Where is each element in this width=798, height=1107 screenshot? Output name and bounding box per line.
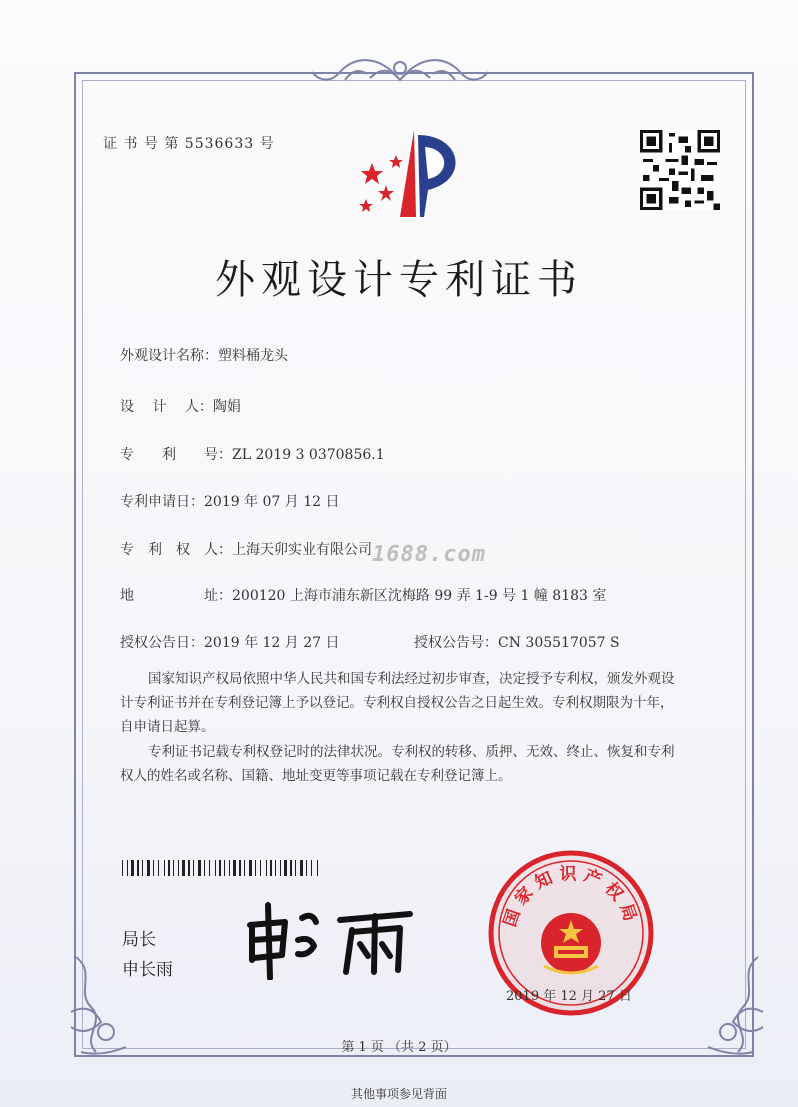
field-label: 设 计 人： xyxy=(120,399,213,415)
grant-paragraph: 国家知识产权局依照中华人民共和国专利法经过初步审查，决定授予专利权，颁发外观设计专利证书并在专利登记簿上予以登记。专利权自授权公告之日起生效。专利权期限为十年，自申请日起算。 xyxy=(120,671,675,735)
field-design-name xyxy=(120,345,288,365)
field-value: 上海天卯实业有限公司 xyxy=(232,542,372,558)
field-label: 授权公告日： xyxy=(120,635,204,651)
field-label: 专 利 号： xyxy=(120,447,232,463)
field-application-date xyxy=(120,491,340,511)
field-value: 陶娟 xyxy=(212,399,241,415)
field-value: CN 305517057 S xyxy=(498,635,620,651)
field-designer xyxy=(120,396,241,416)
top-ornament xyxy=(300,50,500,95)
certificate-number: 证 书 号 第 5536633 号 xyxy=(103,136,275,152)
signatory-title: 局长 xyxy=(122,930,156,950)
certificate-title: 外观设计专利证书 xyxy=(215,257,583,303)
qr-code-icon xyxy=(640,130,720,210)
field-label: 外观设计名称： xyxy=(120,348,218,364)
cnipa-logo-icon xyxy=(352,125,482,220)
seal-date: 2019 年 12 月 27 日 xyxy=(506,989,632,1004)
field-label: 授权公告号： xyxy=(414,635,498,651)
field-value: 2019 年 07 月 12 日 xyxy=(204,494,340,510)
field-grant-number xyxy=(414,632,620,652)
field-address xyxy=(120,585,606,605)
field-label: 地 址： xyxy=(120,588,232,604)
barcode-icon xyxy=(122,860,320,876)
watermark: 1688.com xyxy=(372,542,486,567)
signatory-name: 申长雨 xyxy=(122,960,173,980)
field-value: 2019 年 12 月 27 日 xyxy=(204,635,340,651)
field-grant-date xyxy=(120,632,340,652)
field-label: 专 利 权 人： xyxy=(120,542,232,558)
field-value: ZL 2019 3 0370856.1 xyxy=(232,447,385,463)
field-label: 专利申请日： xyxy=(120,494,204,510)
handwritten-signature-icon xyxy=(240,900,420,980)
footer-note: 其他事项参见背面 xyxy=(350,1087,447,1101)
seal-text: 国家知识产权局 xyxy=(500,864,642,930)
field-value: 塑料桶龙头 xyxy=(218,348,288,364)
field-patent-number xyxy=(120,444,385,464)
legal-status-paragraph: 专利证书记载专利权登记时的法律状况。专利权的转移、质押、无效、终止、恢复和专利权人的姓名或名称、国籍、地址变更等事项记载在专利登记簿上。 xyxy=(120,744,675,784)
page-number: 第 1 页 （共 2 页） xyxy=(341,1040,457,1055)
field-patentee xyxy=(120,539,372,559)
field-value: 200120 上海市浦东新区沈梅路 99 弄 1-9 号 1 幢 8183 室 xyxy=(232,588,607,604)
